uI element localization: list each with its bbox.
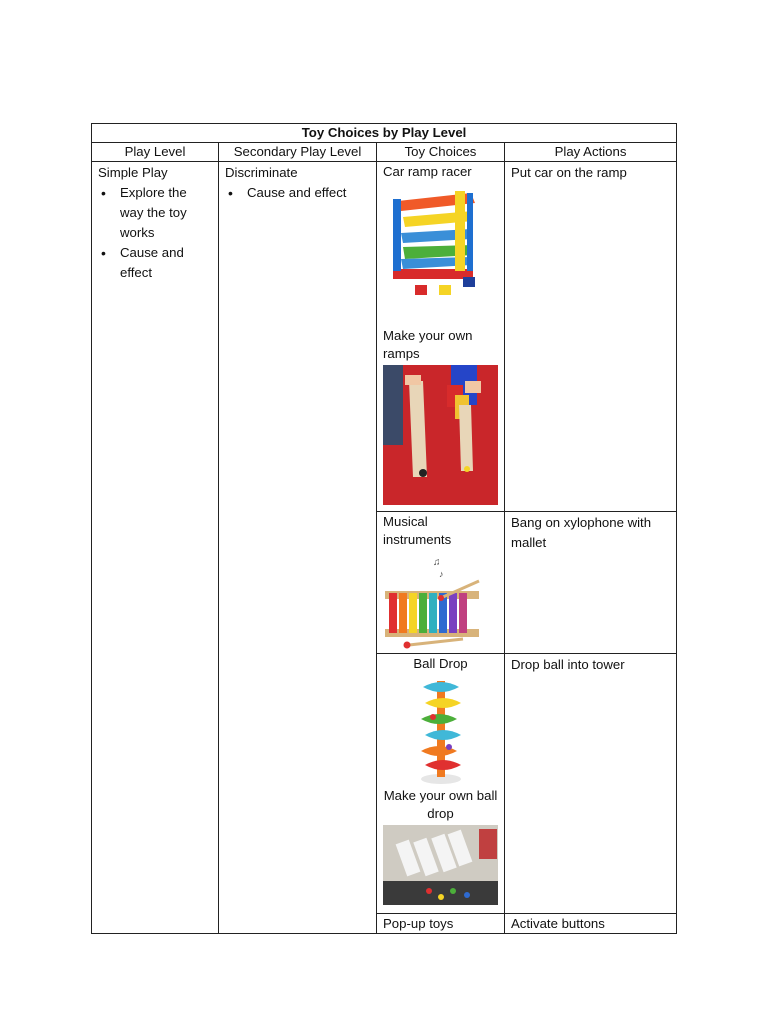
toy-choices-cell	[377, 162, 505, 512]
toy-label: Make your own ramps	[383, 328, 473, 361]
svg-text:♫: ♫	[433, 557, 441, 568]
play-action-text: Put car on the ramp	[511, 165, 627, 180]
header-toy-choices: Toy Choices	[377, 143, 505, 162]
diy-ball-drop-photo	[383, 825, 498, 905]
play-action-text: Drop ball into tower	[511, 657, 625, 672]
secondary-play-level-cell	[219, 162, 377, 934]
list-item: • Cause and effect	[120, 243, 212, 283]
play-actions-cell	[505, 162, 677, 512]
play-action-text: Activate buttons	[511, 916, 605, 931]
toy-label: Make your own ball drop	[383, 788, 498, 821]
header-secondary-play-level: Secondary Play Level	[219, 143, 377, 162]
list-item: • Explore the way the toy works	[120, 183, 212, 243]
toy-label: Musical instruments	[383, 514, 452, 547]
play-level-bullets	[98, 183, 212, 283]
toy-choices-cell	[377, 512, 505, 654]
toy-choices-cell	[377, 654, 505, 914]
toy-label: Ball Drop	[413, 656, 468, 671]
secondary-play-level-title: Discriminate	[225, 165, 298, 180]
play-level-title: Simple Play	[98, 165, 168, 180]
table-title: Toy Choices by Play Level	[92, 124, 677, 143]
car-ramp-racer-image	[383, 189, 499, 299]
play-actions-cell	[505, 914, 677, 934]
svg-text:♪: ♪	[439, 569, 444, 579]
toy-label: Pop-up toys	[383, 916, 454, 931]
secondary-play-level-bullets	[225, 183, 370, 203]
play-level-cell	[92, 162, 219, 934]
header-play-actions: Play Actions	[505, 143, 677, 162]
toy-label: Car ramp racer	[383, 164, 472, 179]
diy-ramps-photo	[383, 365, 498, 505]
xylophone-image	[383, 553, 499, 653]
play-actions-cell	[505, 654, 677, 914]
play-actions-cell	[505, 512, 677, 654]
header-play-level: Play Level	[92, 143, 219, 162]
toy-choices-cell	[377, 914, 505, 934]
toy-choices-table	[91, 123, 677, 934]
ball-drop-tower-image	[413, 677, 469, 785]
list-item: • Cause and effect	[247, 183, 370, 203]
play-action-text: Bang on xylophone with mallet	[511, 515, 652, 550]
